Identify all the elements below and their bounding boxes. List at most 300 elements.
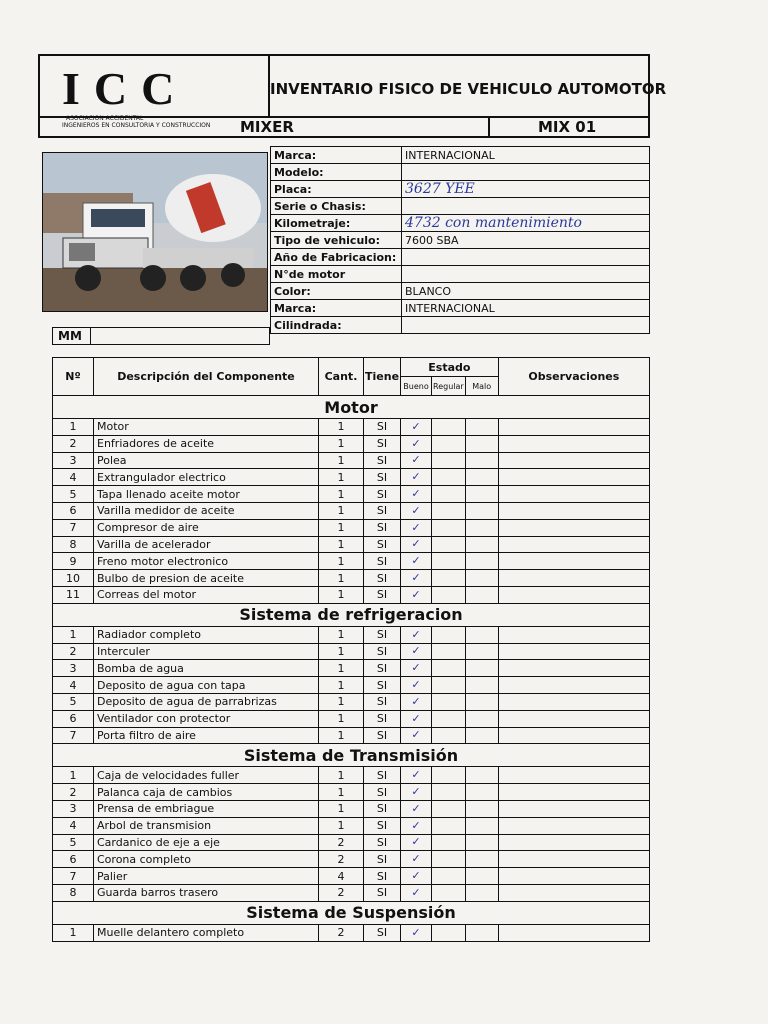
row-number: 2 [53,643,94,660]
section-title: Motor [53,396,650,419]
observation-cell[interactable] [498,784,649,801]
info-label: Modelo: [271,164,402,181]
row-description: Guarda barros trasero [94,884,319,901]
row-number: 4 [53,469,94,486]
row-description: Deposito de agua con tapa [94,677,319,694]
row-number: 1 [53,924,94,941]
row-has: SI [364,536,401,553]
malo-cell[interactable] [465,643,498,660]
observation-cell[interactable] [498,419,649,436]
info-row [271,232,650,249]
info-label: Tipo de vehiculo: [271,232,402,249]
form-title: INVENTARIO FISICO DE VEHICULO AUTOMOTOR [270,80,667,98]
table-row [53,884,650,901]
row-description: Arbol de transmision [94,817,319,834]
row-quantity: 2 [319,834,364,851]
regular-cell[interactable] [432,710,466,727]
row-quantity: 1 [319,643,364,660]
row-has: SI [364,419,401,436]
vehicle-code: MIX 01 [538,118,597,136]
row-number: 4 [53,817,94,834]
row-number: 1 [53,419,94,436]
row-quantity: 1 [319,502,364,519]
info-row [271,164,650,181]
row-number: 1 [53,767,94,784]
logo-line-1: ASOCIACION ACCIDENTAL [66,115,144,122]
col-has: Tiene [364,358,401,396]
row-description: Porta filtro de aire [94,727,319,744]
info-value: BLANCO [402,283,650,300]
row-number: 8 [53,536,94,553]
component-table [52,357,650,942]
row-number: 5 [53,693,94,710]
row-number: 4 [53,677,94,694]
row-has: SI [364,435,401,452]
col-regular: Regular [432,377,466,396]
row-has: SI [364,924,401,941]
row-number: 9 [53,553,94,570]
mm-row [52,327,270,345]
row-has: SI [364,519,401,536]
regular-cell[interactable] [432,767,466,784]
col-num: Nº [53,358,94,396]
row-description: Ventilador con protector [94,710,319,727]
observation-cell[interactable] [498,502,649,519]
info-row [271,147,650,164]
malo-cell[interactable] [465,469,498,486]
table-row [53,800,650,817]
row-quantity: 1 [319,626,364,643]
bueno-check-icon[interactable]: ✓ [401,817,432,834]
row-quantity: 1 [319,677,364,694]
bueno-check-icon[interactable]: ✓ [401,452,432,469]
row-quantity: 1 [319,452,364,469]
table-row [53,519,650,536]
mixer-truck-image [43,153,267,311]
info-row [271,249,650,266]
bueno-check-icon[interactable]: ✓ [401,727,432,744]
row-number: 5 [53,834,94,851]
observation-cell[interactable] [498,834,649,851]
row-number: 10 [53,570,94,587]
row-description: Correas del motor [94,586,319,603]
table-row [53,817,650,834]
bueno-check-icon[interactable]: ✓ [401,677,432,694]
observation-cell[interactable] [498,452,649,469]
row-quantity: 1 [319,767,364,784]
regular-cell[interactable] [432,868,466,885]
regular-cell[interactable] [432,693,466,710]
info-label: Placa: [271,181,402,198]
row-quantity: 2 [319,924,364,941]
info-value: 7600 SBA [402,232,650,249]
info-value: INTERNACIONAL [402,147,650,164]
row-has: SI [364,710,401,727]
table-row [53,834,650,851]
row-number: 2 [53,435,94,452]
col-quantity: Cant. [319,358,364,396]
section-title: Sistema de refrigeracion [53,603,650,626]
observation-cell[interactable] [498,868,649,885]
observation-cell[interactable] [498,536,649,553]
row-description: Bulbo de presion de aceite [94,570,319,587]
malo-cell[interactable] [465,452,498,469]
info-label: N°de motor [271,266,402,283]
col-bueno: Bueno [401,377,432,396]
bueno-check-icon[interactable]: ✓ [401,924,432,941]
row-description: Radiador completo [94,626,319,643]
row-description: Cardanico de eje a eje [94,834,319,851]
row-quantity: 1 [319,536,364,553]
regular-cell[interactable] [432,727,466,744]
bueno-check-icon[interactable]: ✓ [401,868,432,885]
row-description: Enfriadores de aceite [94,435,319,452]
table-row [53,502,650,519]
row-description: Motor [94,419,319,436]
row-has: SI [364,502,401,519]
info-value: 3627 YEE [402,181,650,198]
col-description: Descripción del Componente [94,358,319,396]
table-row [53,486,650,503]
row-description: Interculer [94,643,319,660]
table-row [53,693,650,710]
row-quantity: 1 [319,486,364,503]
regular-cell[interactable] [432,800,466,817]
table-row [53,553,650,570]
bueno-check-icon[interactable]: ✓ [401,435,432,452]
malo-cell[interactable] [465,767,498,784]
table-row [53,727,650,744]
regular-cell[interactable] [432,419,466,436]
malo-cell[interactable] [465,419,498,436]
info-label: Año de Fabricacion: [271,249,402,266]
info-value [402,164,650,181]
row-has: SI [364,452,401,469]
regular-cell[interactable] [432,924,466,941]
row-quantity: 2 [319,884,364,901]
regular-cell[interactable] [432,486,466,503]
row-number: 8 [53,884,94,901]
section-row [53,744,650,767]
observation-cell[interactable] [498,486,649,503]
row-quantity: 1 [319,660,364,677]
row-has: SI [364,767,401,784]
bueno-check-icon[interactable]: ✓ [401,553,432,570]
row-description: Palanca caja de cambios [94,784,319,801]
regular-cell[interactable] [432,817,466,834]
bueno-check-icon[interactable]: ✓ [401,834,432,851]
row-quantity: 1 [319,553,364,570]
malo-cell[interactable] [465,435,498,452]
bueno-check-icon[interactable]: ✓ [401,626,432,643]
row-description: Corona completo [94,851,319,868]
row-has: SI [364,884,401,901]
row-has: SI [364,834,401,851]
observation-cell[interactable] [498,626,649,643]
observation-cell[interactable] [498,660,649,677]
table-row [53,626,650,643]
observation-cell[interactable] [498,851,649,868]
section-row [53,901,650,924]
regular-cell[interactable] [432,452,466,469]
malo-cell[interactable] [465,519,498,536]
info-label: Marca: [271,147,402,164]
table-row [53,536,650,553]
row-has: SI [364,693,401,710]
section-title: Sistema de Suspensión [53,901,650,924]
observation-cell[interactable] [498,924,649,941]
observation-cell[interactable] [498,519,649,536]
row-number: 6 [53,710,94,727]
info-label: Serie o Chasis: [271,198,402,215]
logo-letters: ICC [62,63,189,114]
mm-divider [90,327,91,345]
vehicle-info-table [270,146,650,334]
regular-cell[interactable] [432,502,466,519]
regular-cell[interactable] [432,643,466,660]
row-number: 3 [53,800,94,817]
table-row [53,435,650,452]
vehicle-type: MIXER [240,118,294,136]
malo-cell[interactable] [465,710,498,727]
table-row [53,419,650,436]
observation-cell[interactable] [498,435,649,452]
malo-cell[interactable] [465,677,498,694]
bueno-check-icon[interactable]: ✓ [401,519,432,536]
regular-cell[interactable] [432,784,466,801]
observation-cell[interactable] [498,767,649,784]
row-quantity: 1 [319,784,364,801]
bueno-check-icon[interactable]: ✓ [401,586,432,603]
info-label: Cilindrada: [271,317,402,334]
row-number: 5 [53,486,94,503]
row-description: Varilla de acelerador [94,536,319,553]
regular-cell[interactable] [432,519,466,536]
bueno-check-icon[interactable]: ✓ [401,643,432,660]
table-row [53,660,650,677]
bueno-check-icon[interactable]: ✓ [401,486,432,503]
table-row [53,452,650,469]
row-number: 3 [53,452,94,469]
observation-cell[interactable] [498,586,649,603]
bueno-check-icon[interactable]: ✓ [401,419,432,436]
row-quantity: 1 [319,519,364,536]
malo-cell[interactable] [465,727,498,744]
observation-cell[interactable] [498,469,649,486]
table-row [53,868,650,885]
row-number: 7 [53,727,94,744]
row-has: SI [364,570,401,587]
observation-cell[interactable] [498,693,649,710]
section-row [53,603,650,626]
row-description: Bomba de agua [94,660,319,677]
table-row [53,469,650,486]
section-row [53,396,650,419]
row-number: 6 [53,851,94,868]
row-quantity: 1 [319,570,364,587]
bueno-check-icon[interactable]: ✓ [401,469,432,486]
info-row [271,317,650,334]
bueno-check-icon[interactable]: ✓ [401,502,432,519]
row-has: SI [364,800,401,817]
info-value [402,198,650,215]
malo-cell[interactable] [465,586,498,603]
table-row [53,586,650,603]
row-quantity: 4 [319,868,364,885]
col-malo: Malo [465,377,498,396]
observation-cell[interactable] [498,817,649,834]
observation-cell[interactable] [498,800,649,817]
info-row [271,283,650,300]
malo-cell[interactable] [465,868,498,885]
row-has: SI [364,553,401,570]
malo-cell[interactable] [465,626,498,643]
info-row [271,198,650,215]
malo-cell[interactable] [465,693,498,710]
row-has: SI [364,677,401,694]
malo-cell[interactable] [465,570,498,587]
row-quantity: 1 [319,710,364,727]
malo-cell[interactable] [465,660,498,677]
col-observations: Observaciones [498,358,649,396]
malo-cell[interactable] [465,884,498,901]
bueno-check-icon[interactable]: ✓ [401,784,432,801]
row-quantity: 1 [319,693,364,710]
table-row [53,677,650,694]
row-description: Deposito de agua de parrabrizas [94,693,319,710]
row-number: 1 [53,626,94,643]
table-row [53,643,650,660]
vehicle-photo [42,152,268,312]
bueno-check-icon[interactable]: ✓ [401,884,432,901]
regular-cell[interactable] [432,834,466,851]
row-quantity: 1 [319,727,364,744]
malo-cell[interactable] [465,851,498,868]
row-number: 3 [53,660,94,677]
row-has: SI [364,817,401,834]
table-row [53,784,650,801]
row-has: SI [364,784,401,801]
malo-cell[interactable] [465,834,498,851]
row-number: 6 [53,502,94,519]
row-quantity: 1 [319,817,364,834]
row-has: SI [364,851,401,868]
row-has: SI [364,626,401,643]
regular-cell[interactable] [432,553,466,570]
row-number: 2 [53,784,94,801]
info-row [271,300,650,317]
row-description: Caja de velocidades fuller [94,767,319,784]
row-quantity: 1 [319,419,364,436]
row-description: Palier [94,868,319,885]
mm-label: MM [58,329,82,343]
observation-cell[interactable] [498,570,649,587]
regular-cell[interactable] [432,851,466,868]
regular-cell[interactable] [432,536,466,553]
observation-cell[interactable] [498,884,649,901]
table-row [53,767,650,784]
malo-cell[interactable] [465,536,498,553]
row-description: Varilla medidor de aceite [94,502,319,519]
malo-cell[interactable] [465,502,498,519]
table-row [53,924,650,941]
bueno-check-icon[interactable]: ✓ [401,660,432,677]
malo-cell[interactable] [465,553,498,570]
row-has: SI [364,586,401,603]
row-quantity: 2 [319,851,364,868]
bueno-check-icon[interactable]: ✓ [401,767,432,784]
row-has: SI [364,486,401,503]
info-value: 4732 con mantenimiento [402,215,650,232]
row-has: SI [364,727,401,744]
bueno-check-icon[interactable]: ✓ [401,851,432,868]
malo-cell[interactable] [465,924,498,941]
row-description: Extrangulador electrico [94,469,319,486]
row-description: Muelle delantero completo [94,924,319,941]
row-number: 7 [53,868,94,885]
info-label: Kilometraje: [271,215,402,232]
info-value [402,249,650,266]
malo-cell[interactable] [465,817,498,834]
section-title: Sistema de Transmisión [53,744,650,767]
malo-cell[interactable] [465,784,498,801]
row-has: SI [364,643,401,660]
info-label: Color: [271,283,402,300]
bueno-check-icon[interactable]: ✓ [401,536,432,553]
observation-cell[interactable] [498,727,649,744]
regular-cell[interactable] [432,626,466,643]
row-description: Compresor de aire [94,519,319,536]
row-description: Prensa de embriague [94,800,319,817]
col-estado: Estado [401,358,499,377]
info-row [271,215,650,232]
info-value [402,266,650,283]
code-divider [488,116,490,138]
bueno-check-icon[interactable]: ✓ [401,693,432,710]
regular-cell[interactable] [432,677,466,694]
regular-cell[interactable] [432,586,466,603]
row-has: SI [364,469,401,486]
observation-cell[interactable] [498,677,649,694]
info-row [271,266,650,283]
row-description: Polea [94,452,319,469]
regular-cell[interactable] [432,570,466,587]
observation-cell[interactable] [498,710,649,727]
malo-cell[interactable] [465,486,498,503]
logo-line-2: INGENIEROS EN CONSULTORIA Y CONSTRUCCION [62,122,211,129]
row-quantity: 1 [319,800,364,817]
row-quantity: 1 [319,435,364,452]
regular-cell[interactable] [432,469,466,486]
malo-cell[interactable] [465,800,498,817]
table-row [53,570,650,587]
regular-cell[interactable] [432,435,466,452]
bueno-check-icon[interactable]: ✓ [401,570,432,587]
row-description: Freno motor electronico [94,553,319,570]
observation-cell[interactable] [498,553,649,570]
row-quantity: 1 [319,586,364,603]
row-description: Tapa llenado aceite motor [94,486,319,503]
regular-cell[interactable] [432,660,466,677]
regular-cell[interactable] [432,884,466,901]
table-row [53,851,650,868]
info-value: INTERNACIONAL [402,300,650,317]
observation-cell[interactable] [498,643,649,660]
bueno-check-icon[interactable]: ✓ [401,800,432,817]
row-has: SI [364,868,401,885]
info-value [402,317,650,334]
bueno-check-icon[interactable]: ✓ [401,710,432,727]
